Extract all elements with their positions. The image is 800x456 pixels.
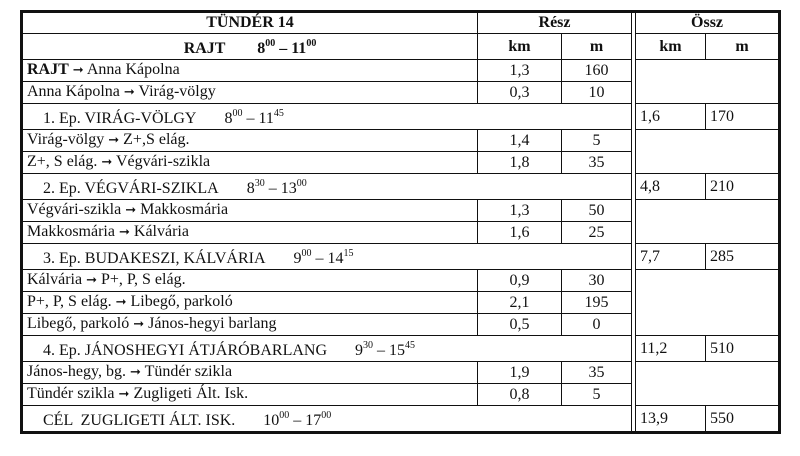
total-m: 510 [706, 336, 780, 362]
segment-route [22, 60, 478, 82]
segment-row [22, 270, 780, 292]
segment-row [22, 222, 780, 244]
segment-to: P+, P, S elág. [100, 271, 186, 288]
segment-from: Végvári-szikla [27, 201, 122, 218]
segment-route [22, 152, 478, 174]
segment-to: Libegő, parkoló [130, 293, 233, 310]
ossz-header: Össz [636, 12, 780, 34]
total-empty [636, 270, 780, 292]
segment-to: Anna Kápolna [86, 61, 180, 78]
segment-m: 50 [562, 200, 632, 222]
segment-from: János-hegy, bg. [27, 363, 126, 380]
arrow-right-icon: ➞ [123, 85, 135, 100]
checkpoint-label [22, 244, 632, 270]
segment-km: 1,3 [478, 200, 562, 222]
start-time: $8^{00} - 11^{00}$ [257, 38, 317, 57]
segment-from: Kálvária [27, 271, 83, 288]
header-row-2 [22, 34, 780, 60]
segment-km: 0,9 [478, 270, 562, 292]
arrow-right-icon: ➞ [101, 155, 113, 170]
ossz-m-header: m [706, 34, 780, 60]
segment-from: Z+, S elág. [27, 153, 98, 170]
segment-km: 2,1 [478, 292, 562, 314]
segment-route [22, 200, 478, 222]
total-empty [636, 130, 780, 152]
segment-row [22, 200, 780, 222]
resz-header: Rész [478, 12, 632, 34]
checkpoint-row [22, 406, 780, 433]
segment-route [22, 82, 478, 104]
arrow-right-icon: ➞ [108, 133, 120, 148]
segment-km: 0,5 [478, 314, 562, 336]
total-empty [636, 152, 780, 174]
checkpoint-row [22, 104, 780, 130]
checkpoint-row [22, 244, 780, 270]
segment-from: Tündér szikla [27, 385, 115, 402]
checkpoint-label [22, 336, 632, 362]
route-table [20, 10, 781, 434]
segment-row [22, 362, 780, 384]
segment-m: 35 [562, 362, 632, 384]
segment-m: 5 [562, 384, 632, 406]
segment-to: Zugligeti Ált. Isk. [133, 385, 249, 402]
segment-m: 30 [562, 270, 632, 292]
ossz-km-header: km [636, 34, 706, 60]
total-m: 210 [706, 174, 780, 200]
segment-to: Z+,S elág. [123, 131, 190, 148]
checkpoint-name: 4. Ep. JÁNOSHEGYI ÁTJÁRÓBARLANG [43, 342, 327, 359]
segment-route [22, 314, 478, 336]
total-m: 170 [706, 104, 780, 130]
segment-row [22, 130, 780, 152]
segment-from: Makkosmária [27, 223, 115, 240]
checkpoint-time: $8^{00} - 11^{45}$ [224, 108, 284, 127]
checkpoint-label [22, 406, 632, 433]
segment-m: 10 [562, 82, 632, 104]
resz-m-header: m [562, 34, 632, 60]
total-empty [636, 362, 780, 384]
checkpoint-row [22, 336, 780, 362]
total-km: 11,2 [636, 336, 706, 362]
segment-to: Makkosmária [140, 201, 229, 218]
checkpoint-label [22, 174, 632, 200]
segment-m: 195 [562, 292, 632, 314]
segment-m: 0 [562, 314, 632, 336]
segment-km: 1,8 [478, 152, 562, 174]
start-header [22, 34, 478, 60]
segment-row [22, 292, 780, 314]
checkpoint-name: 2. Ep. VÉGVÁRI-SZIKLA [43, 180, 219, 197]
segment-row [22, 60, 780, 82]
segment-km: 0,3 [478, 82, 562, 104]
checkpoint-time: $9^{30} - 15^{45}$ [355, 340, 415, 359]
checkpoint-name: 1. Ep. VIRÁG-VÖLGY [43, 110, 197, 127]
segment-from: RAJT [27, 61, 69, 78]
segment-to: Virág-völgy [138, 83, 216, 100]
checkpoint-time: $10^{00} - 17^{00}$ [263, 410, 332, 429]
total-m: 550 [706, 406, 780, 433]
arrow-right-icon: ➞ [129, 365, 141, 380]
segment-row [22, 314, 780, 336]
segment-m: 35 [562, 152, 632, 174]
segment-to: Kálvária [133, 223, 189, 240]
segment-m: 160 [562, 60, 632, 82]
segment-km: 1,3 [478, 60, 562, 82]
checkpoint-row [22, 174, 780, 200]
total-empty [636, 60, 780, 82]
segment-route [22, 130, 478, 152]
segment-route [22, 270, 478, 292]
segment-from: P+, P, S elág. [27, 293, 112, 310]
segment-km: 1,9 [478, 362, 562, 384]
arrow-right-icon: ➞ [115, 295, 127, 310]
total-empty [636, 384, 780, 406]
segment-km: 1,6 [478, 222, 562, 244]
segment-route [22, 222, 478, 244]
checkpoint-time: $8^{30} - 13^{00}$ [246, 178, 307, 197]
checkpoint-name: 3. Ep. BUDAKESZI, KÁLVÁRIA [43, 250, 266, 267]
segment-km: 1,4 [478, 130, 562, 152]
segment-from: Virág-völgy [27, 131, 105, 148]
segment-route [22, 292, 478, 314]
segment-to: János-hegyi barlang [148, 315, 277, 332]
checkpoint-label [22, 104, 632, 130]
arrow-right-icon: ➞ [133, 317, 145, 332]
arrow-right-icon: ➞ [86, 273, 97, 288]
total-empty [636, 292, 780, 314]
total-empty [636, 222, 780, 244]
total-km: 4,8 [636, 174, 706, 200]
segment-row [22, 82, 780, 104]
segment-row [22, 384, 780, 406]
total-empty [636, 314, 780, 336]
total-km: 1,6 [636, 104, 706, 130]
segment-route [22, 362, 478, 384]
total-m: 285 [706, 244, 780, 270]
total-km: 7,7 [636, 244, 706, 270]
start-label: RAJT [183, 40, 226, 57]
segment-to: Végvári-szikla [115, 153, 211, 170]
segment-m: 25 [562, 222, 632, 244]
segment-m: 5 [562, 130, 632, 152]
segment-from: Libegő, parkoló [27, 315, 130, 332]
total-empty [636, 200, 780, 222]
segment-route [22, 384, 478, 406]
course-title: TÜNDÉR 14 [22, 12, 478, 34]
segment-to: Tündér szikla [144, 363, 233, 380]
arrow-right-icon: ➞ [125, 203, 137, 218]
checkpoint-name: CÉL ZUGLIGETI ÁLT. ISK. [43, 412, 236, 429]
arrow-right-icon: ➞ [118, 225, 130, 240]
total-empty [636, 82, 780, 104]
checkpoint-time: $9^{00} - 14^{15}$ [293, 248, 354, 267]
arrow-right-icon: ➞ [72, 63, 84, 78]
total-km: 13,9 [636, 406, 706, 433]
header-row-1 [22, 12, 780, 34]
segment-from: Anna Kápolna [27, 83, 120, 100]
segment-row [22, 152, 780, 174]
segment-km: 0,8 [478, 384, 562, 406]
arrow-right-icon: ➞ [118, 387, 130, 402]
resz-km-header: km [478, 34, 562, 60]
